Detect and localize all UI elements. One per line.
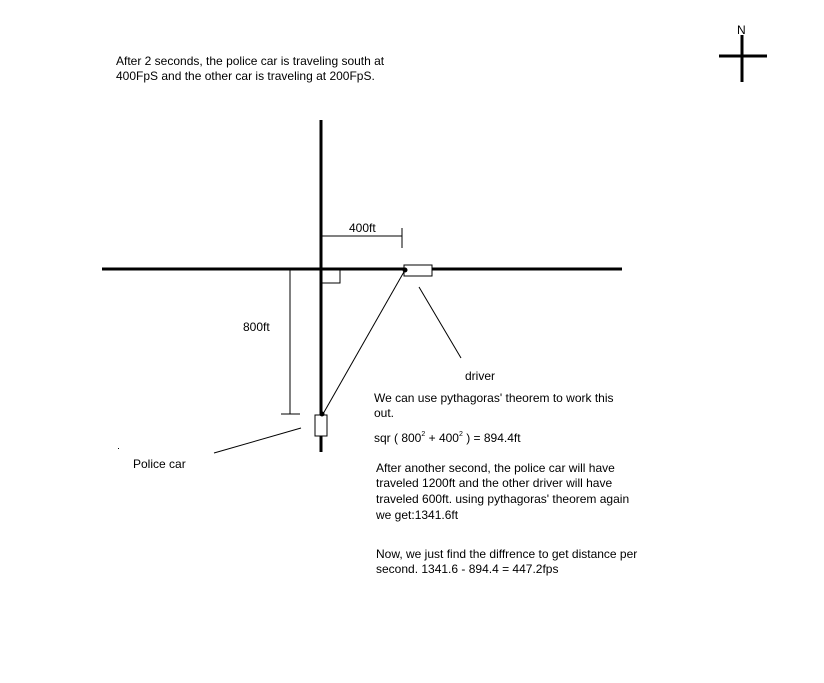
formula-exponent-2: 2 [458,431,463,438]
intro-line-1: After 2 seconds, the police car is traveling south at [116,54,385,68]
compass-cross-icon [719,35,767,82]
formula-suffix: ) = 894.4ft [462,431,521,445]
driver-leader-line [419,287,461,358]
right-angle-marker [321,270,340,283]
explanation-para2-line2: traveled 1200ft and the other driver will have [376,476,613,490]
formula-mid: + 400 [425,431,459,445]
driver-car-dot [403,268,408,273]
explanation-para2-line3: traveled 600ft. using pythagoras' theorem again [376,492,630,506]
explanation-para1-line1: We can use pythagoras' theorem to work this [374,391,614,405]
intro-line-2: 400FpS and the other car is traveling at 200FpS. [116,69,375,83]
police-leader-line [214,428,301,453]
explanation-para3-line2: second. 1341.6 - 894.4 = 447.2fps [376,562,559,576]
police-car-dot [320,412,325,417]
explanation-para2-line1: After another second, the police car will have [376,461,615,475]
explanation-para1-line2: out. [374,406,395,420]
compass-north-label: N [737,23,746,37]
driver-car [404,265,432,276]
vertical-distance-label: 800ft [243,320,270,334]
vertical-dimension-line [281,270,300,414]
horizontal-distance-label: 400ft [349,221,376,235]
police-car [315,415,327,436]
formula-prefix: sqr ( 800 [374,431,422,445]
explanation-para2-line4: we get:1341.6ft [376,508,459,522]
pythagoras-formula [374,431,521,446]
stray-dot [118,448,119,449]
explanation-para3-line1: Now, we just find the diffrence to get distance per [376,547,638,561]
formula-exponent-1: 2 [421,431,426,438]
police-car-label: Police car [133,457,186,471]
driver-label: driver [465,369,496,383]
